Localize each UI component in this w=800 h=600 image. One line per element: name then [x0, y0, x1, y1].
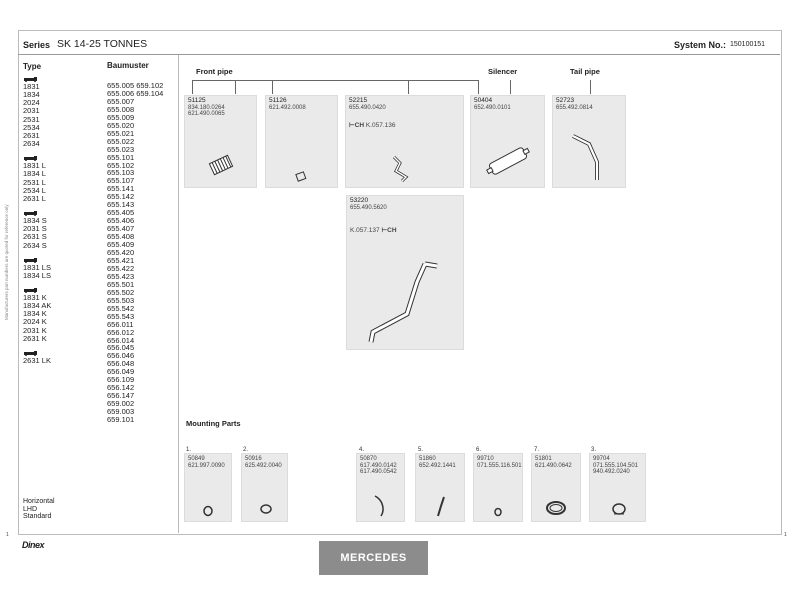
type-item: 2634 S: [23, 240, 47, 250]
baumuster-item: 659.101: [107, 415, 135, 425]
mounting-card[interactable]: [473, 453, 523, 522]
part-ref: 655.490.0420: [349, 104, 386, 111]
column-divider: [178, 55, 179, 533]
series-label: Series: [23, 40, 51, 50]
baumuster-item: 655.020: [107, 120, 135, 130]
type-item: 1831 L: [23, 161, 46, 171]
baumuster-item: 655.005 659.102: [107, 81, 164, 90]
nut-icon: [492, 506, 504, 518]
type-item: 2631 S: [23, 232, 47, 242]
part-ref: 652.492.1441: [419, 462, 456, 469]
mount-position: 7.: [534, 447, 540, 453]
baumuster-item: 659.002: [107, 399, 135, 409]
baumuster-item: 659.003: [107, 407, 135, 417]
mounting-card[interactable]: [241, 453, 288, 522]
baumuster-item: 655.542: [107, 303, 135, 313]
baumuster-item: 655.421: [107, 255, 135, 265]
part-number: 99704: [593, 456, 610, 462]
part-card[interactable]: [184, 95, 257, 188]
baumuster-item: 656.049: [107, 367, 135, 377]
part-ref: 071.555.116.501: [477, 462, 522, 469]
page-number-left: 1: [6, 532, 9, 538]
dinex-logo: Dinex: [22, 540, 45, 550]
type-list: [23, 74, 51, 365]
mount-position: 6.: [476, 447, 482, 453]
side-note: Manufacturers part numbers are quoted for reference only: [4, 204, 9, 320]
baumuster-list: [107, 82, 163, 424]
part-card[interactable]: [346, 195, 464, 350]
baumuster-item: 655.502: [107, 287, 135, 297]
clamp-icon: [258, 502, 274, 516]
baumuster-item: 655.543: [107, 311, 135, 321]
baumuster-item: 655.501: [107, 279, 135, 289]
part-ref: 617.490.0542: [360, 469, 397, 475]
baumuster-item: 655.103: [107, 168, 135, 178]
part-number: 50870: [360, 456, 377, 462]
type-item: 1834 L: [23, 169, 46, 179]
baumuster-item: 655.409: [107, 240, 135, 250]
connector-line: [510, 80, 511, 94]
type-item: 2024: [23, 98, 40, 108]
part-card[interactable]: [552, 95, 626, 188]
baumuster-item: 655.142: [107, 192, 135, 202]
type-item: 1831 K: [23, 292, 47, 302]
baumuster-item: 655.422: [107, 263, 135, 273]
gasket-icon: [294, 170, 310, 184]
type-item: 2531: [23, 114, 40, 124]
part-card[interactable]: [265, 95, 338, 188]
legend-horizontal: Horizontal: [23, 498, 55, 505]
type-item: 1834 AK: [23, 301, 52, 311]
part-ref: 834.180.0264: [188, 104, 225, 111]
header-divider: [18, 54, 780, 55]
type-header: Type: [23, 62, 42, 71]
type-item: 1831: [23, 82, 40, 91]
variant-note: K.057.137 ⊢CH: [350, 227, 397, 234]
mounting-card[interactable]: [184, 453, 232, 522]
clamp-icon: [610, 500, 628, 518]
part-card[interactable]: [470, 95, 545, 188]
baumuster-item: 655.101: [107, 152, 135, 162]
part-number: 99710: [477, 456, 494, 462]
tail-pipe-heading: Tail pipe: [570, 67, 600, 76]
baumuster-item: 656.142: [107, 383, 135, 393]
type-item: 2031: [23, 106, 40, 116]
connector-line: [590, 80, 591, 94]
type-item: 2631 LK: [23, 355, 51, 365]
baumuster-item: 656.147: [107, 391, 135, 401]
part-number: 51126: [269, 97, 287, 104]
tractor-icon: [23, 258, 37, 263]
baumuster-item: 655.107: [107, 176, 135, 186]
baumuster-item: 656.048: [107, 359, 135, 369]
legend: [23, 498, 55, 521]
type-item: 2534 L: [23, 185, 46, 195]
long-pipe-icon: [363, 252, 443, 346]
baumuster-item: 655.407: [107, 224, 135, 234]
mount-position: 2.: [243, 447, 249, 453]
baumuster-item: 655.022: [107, 136, 135, 146]
type-item: 2631 K: [23, 333, 47, 343]
type-item: 2031 S: [23, 224, 47, 234]
bend-pipe-icon: [386, 151, 416, 185]
flex-pipe-icon: [205, 151, 237, 179]
baumuster-item: 655.009: [107, 112, 135, 122]
part-ref: 621.997.0090: [188, 462, 225, 469]
baumuster-item: 655.006 659.104: [107, 88, 164, 98]
part-ref: 621.492.0008: [269, 104, 306, 111]
baumuster-item: 655.102: [107, 160, 135, 170]
baumuster-item: 656.014: [107, 335, 135, 345]
part-card[interactable]: [345, 95, 464, 188]
baumuster-item: 655.406: [107, 216, 135, 226]
part-number: 51801: [535, 456, 552, 462]
baumuster-item: 656.109: [107, 375, 135, 385]
mounting-parts-heading: Mounting Parts: [186, 419, 241, 428]
part-number: 50404: [474, 97, 493, 104]
mount-position: 3.: [591, 447, 597, 453]
part-ref: 621.490.0065: [188, 111, 225, 117]
part-number: 51860: [419, 456, 436, 462]
mounting-card[interactable]: [589, 453, 646, 522]
front-pipe-heading: Front pipe: [196, 67, 233, 76]
baumuster-item: 655.405: [107, 208, 135, 218]
mounting-card[interactable]: [531, 453, 581, 522]
type-item: 2631: [23, 130, 40, 140]
mount-position: 4.: [359, 447, 365, 453]
part-ref: 655.492.0814: [556, 104, 593, 111]
connector-line: [192, 80, 193, 94]
part-number: 50916: [245, 456, 262, 462]
baumuster-item: 655.423: [107, 271, 135, 281]
connector-line: [408, 80, 409, 94]
baumuster-item: 655.007: [107, 96, 135, 106]
hanger-icon: [432, 494, 450, 520]
part-ref: 652.490.0101: [474, 104, 511, 111]
mount-position: 5.: [418, 447, 424, 453]
connector-line: [272, 80, 273, 94]
ring-clamp-icon: [542, 498, 570, 518]
connector-line: [235, 80, 236, 94]
mounting-card[interactable]: [415, 453, 465, 522]
part-ref: 621.490.0642: [535, 462, 572, 469]
type-item: 1834 LS: [23, 270, 51, 280]
part-number: 52215: [349, 97, 368, 104]
page-number-right: 1: [784, 532, 787, 538]
part-ref: 617.490.0142: [360, 462, 397, 469]
part-ref: 625.492.0040: [245, 462, 282, 469]
baumuster-item: 655.141: [107, 184, 135, 194]
mounting-card[interactable]: [356, 453, 405, 522]
variant-note: ⊢CH K.057.136: [349, 122, 396, 129]
type-item: 1834 K: [23, 309, 47, 319]
baumuster-item: 656.012: [107, 327, 135, 337]
type-item: 2031 K: [23, 325, 47, 335]
system-label: System No.:: [674, 40, 727, 50]
brand-banner: MERCEDES: [319, 541, 428, 575]
type-item: 2024 K: [23, 317, 47, 327]
type-item: 2631 L: [23, 193, 46, 203]
tail-pipe-icon: [567, 132, 613, 186]
series-value: SK 14-25 TONNES: [57, 38, 148, 50]
baumuster-item: 655.021: [107, 128, 135, 138]
silencer-heading: Silencer: [488, 67, 518, 76]
baumuster-item: 656.045: [107, 343, 135, 353]
baumuster-item: 655.008: [107, 104, 135, 114]
baumuster-item: 655.420: [107, 248, 135, 258]
type-item: 1834: [23, 90, 40, 100]
connector-line: [478, 80, 479, 94]
type-item: 1834 S: [23, 216, 47, 226]
part-ref: 940.492.0240: [593, 469, 630, 475]
part-ref: 071.555.104.501: [593, 462, 639, 469]
part-number: 50849: [188, 456, 205, 462]
mount-position: 1.: [186, 447, 192, 453]
bracket-icon: [371, 492, 391, 520]
baumuster-item: 656.011: [107, 319, 134, 329]
legend-standard: Standard: [23, 513, 52, 520]
clamp-icon: [201, 504, 215, 518]
type-item: 1831 LS: [23, 262, 51, 272]
legend-lhd: LHD: [23, 505, 38, 513]
type-item: 2634: [23, 139, 40, 149]
baumuster-item: 656.046: [107, 351, 135, 361]
baumuster-item: 655.143: [107, 200, 135, 210]
type-item: 2534: [23, 122, 40, 132]
part-number: 53220: [350, 197, 369, 204]
part-number: 51125: [188, 97, 206, 104]
type-item: 2531 L: [23, 177, 46, 187]
baumuster-header: Baumuster: [107, 61, 149, 70]
part-number: 52723: [556, 97, 575, 104]
system-value: 150100151: [730, 41, 766, 48]
baumuster-item: 655.408: [107, 232, 135, 242]
baumuster-item: 655.023: [107, 144, 135, 154]
part-ref: 655.490.5620: [350, 204, 387, 211]
silencer-icon: [483, 144, 533, 178]
baumuster-item: 655.503: [107, 295, 135, 305]
